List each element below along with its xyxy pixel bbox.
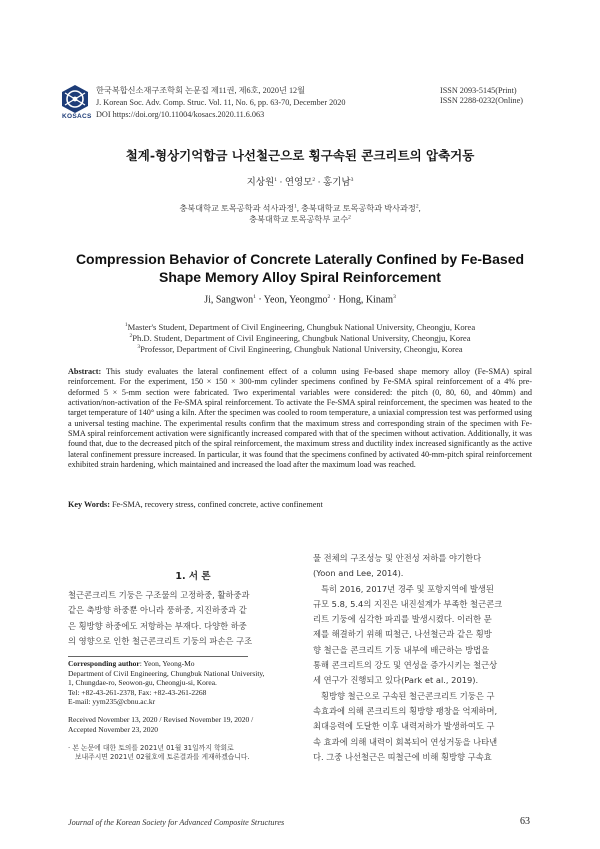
text-line: 세 연구가 진행되고 있다(Park et al., 2019). [313, 675, 479, 686]
english-authors [0, 294, 600, 305]
page-number: 63 [520, 816, 530, 827]
author-sup: 1 [253, 294, 256, 300]
footer-journal-name: Journal of the Korean Society for Advanced Composite Structures [68, 818, 285, 827]
korean-title: 철계-형상기억합금 나선철근으로 횡구속된 콘크리트의 압축거동 [125, 148, 475, 163]
abstract [68, 367, 532, 470]
author-sup: 2 [327, 294, 331, 300]
author-sup: 1 [274, 176, 277, 183]
english-title [0, 250, 600, 286]
text-line: 통해 콘크리트의 강도 및 연성을 증가시키는 철근상 [313, 660, 498, 671]
author-name: Ji, Sangwon [204, 294, 254, 306]
note-line: · 본 논문에 대한 토의를 2021년 01월 31일까지 학회로 [68, 744, 234, 752]
author-name: · Hong, Kinam [330, 294, 394, 306]
discussion-note [68, 744, 328, 762]
corresponding-author [68, 659, 328, 707]
text-line: 철근콘크리트 기둥은 구조물의 고정하중, 활하중과 [68, 590, 250, 600]
text-line: 속효과에 의해 콘크리트의 횡방향 팽창을 억제하며, [313, 705, 498, 716]
journal-citation: J. Korean Soc. Adv. Comp. Struc. Vol. 11, No. 6, pp. 63-70, December 2020 [96, 98, 346, 107]
affiliation-sup: 2 [415, 203, 419, 210]
received-dates [68, 715, 328, 734]
keywords-text: Fe-SMA, recovery stress, confined concrete, active confinement [111, 500, 323, 509]
journal-logo-icon [60, 84, 90, 114]
author-name: · 연영모 [276, 178, 313, 188]
affiliation-text: Professor, Department of Civil Engineering, Chungbuk National University, Cheongju, Korea [140, 343, 463, 354]
note-line: 보내주시면 2021년 02월호에 토론결과를 게재하겠습니다. [75, 753, 250, 761]
text-line: 같은 축방향 하중뿐 아니라 풍하중, 지진하중과 같 [68, 605, 247, 616]
korean-affiliation-line1 [0, 203, 600, 214]
issn-online: ISSN 2288-0232(Online) [440, 96, 524, 105]
affiliation-text: 충북대학교 토목공학부 교수 [249, 215, 349, 224]
logo-text: KOSACS [62, 113, 92, 120]
doi-link[interactable]: DOI https://doi.org/10.11004/kosacs.2020.11.6.063 [96, 110, 265, 119]
issn-print: ISSN 2093-5145(Print) [440, 86, 517, 95]
section-heading: 1. 서 론 [175, 571, 211, 582]
affiliation-text: , [418, 204, 421, 213]
intro-right-column [313, 551, 543, 765]
corresponding-email[interactable]: E-mail: yym235@cbnu.ac.kr [68, 697, 156, 706]
author-name: · 홍기남 [315, 178, 351, 188]
corresponding-line: 1, Chungdae-ro, Seowon-gu, Cheongju-si, Korea. [68, 678, 217, 687]
author-sup: 2 [312, 176, 316, 183]
korean-affiliation-line2 [0, 214, 600, 225]
affiliation-sup: 1 [124, 322, 128, 328]
text-line: 은 횡방향 하중에도 저항하는 부재다. 다양한 하중 [68, 620, 247, 631]
affiliation-text: 충북대학교 토목공학과 석사과정 [179, 204, 295, 213]
affiliation-text: Ph.D. Student, Department of Civil Engineering, Chungbuk National University, Cheongju, Korea [132, 332, 471, 343]
text-line: 향 철근을 콘크리트 기둥 내부에 배근하는 방법을 [313, 644, 490, 655]
text-line: 횡방향 철근으로 구속된 철근콘크리트 기둥은 구 [321, 690, 495, 701]
corresponding-line: Tel: +82-43-261-2378, Fax: +82-43-261-2268 [68, 687, 207, 697]
text-line: 제를 해결하기 위해 띠철근, 나선철근과 같은 횡방 [313, 629, 492, 640]
affiliation-sup: 3 [137, 344, 141, 350]
corresponding-label: Corresponding author [68, 659, 140, 668]
text-line: (Yoon and Lee, 2014). [313, 568, 404, 579]
text-line: 속 효과에 의해 내력이 회복되어 연성거동을 나타낸 [313, 736, 498, 747]
footnote-divider [68, 656, 248, 657]
text-line: 특히 2016, 2017년 경주 및 포항지역에 발생된 [321, 583, 494, 594]
affiliation-sup: 2 [129, 333, 133, 339]
korean-authors [0, 174, 600, 188]
affiliation-sup: 1 [294, 203, 297, 210]
text-line: 의 영향으로 인한 철근콘크리트 기둥의 파손은 구조 [68, 635, 253, 646]
text-line: 물 전체의 구조성능 및 안전성 저하를 야기한다 [313, 553, 482, 563]
text-line: 규모 5.8, 5.4의 지진은 내진설계가 부족한 철근콘크 [313, 598, 503, 609]
english-title-line2: Shape Memory Alloy Spiral Reinforcement [159, 269, 441, 285]
author-name: · Yeon, Yeongmo [255, 294, 328, 306]
text-line: 리트 기둥에 심각한 파괴를 발생시켰다. 이러한 문 [313, 614, 492, 625]
keywords [68, 500, 532, 510]
text-line: 최대응력에 도달한 이후 내력저하가 발생하여도 구 [313, 721, 495, 732]
abstract-label: Abstract: [68, 367, 102, 376]
affiliation-sup: 2 [348, 214, 351, 221]
english-title-line1: Compression Behavior of Concrete Laterally Confined by Fe-Based [75, 251, 525, 267]
english-affiliation-3 [0, 342, 600, 355]
keywords-label: Key Words: [68, 500, 110, 509]
text-line: 다. 그중 나선철근은 띠철근에 비해 횡방향 구속효 [313, 751, 492, 762]
affiliation-text: , 충북대학교 토목공학과 박사과정 [296, 204, 416, 213]
received-line: Received November 13, 2020 / Revised November 19, 2020 / [68, 715, 254, 724]
intro-left-column [68, 588, 318, 649]
author-sup: 3 [393, 294, 396, 300]
accepted-line: Accepted November 23, 2020 [68, 724, 158, 734]
author-sup: 3 [350, 176, 354, 183]
author-name: 지상원 [246, 178, 275, 188]
abstract-text: This study evaluates the lateral confinement effect of a column using Fe-based shape memory alloy (Fe-SMA) spiral reinforcement. For the experiment, 150 × 150 × 300-mm cylinder specimens confined by Fe-SMA spiral reinforcement of a 4% pre-deformed 5 × 5-mm section were fabricated. Two experimental variables were considered: the pitch (0, 80, 60, and 40mm) and activation/non-activation of the Fe-SMA spiral reinforcement. To activate the Fe-SMA spiral reinforcement, the specimen was heated to the target temperature of 140° using a kiln. After the specimen was cooled to room temperature, a uniaxial compression test was performed using a universal testing machine. The experimental results confirm that the maximum stress and corresponding strain of the specimen with Fe-SMA spiral reinforcement activation were significantly increased compared with that of the specimen without activation. Additionally, it was found that, due to the decreased pitch of the spiral reinforcement, the maximum stress and ductility index increased significantly as the active lateral confinement pressure increased. In particular, it was found that the specimens confined by activated 40-mm-pitch spiral reinforcement exhibited strain hardening, which maintained and increased the load after the maximum load was reached. [68, 367, 532, 470]
journal-name-korean: 한국복합신소재구조학회 논문집 제11권, 제6호, 2020년 12월 [96, 86, 306, 95]
corresponding-line: Department of Civil Engineering, Chungbuk National University, [68, 668, 265, 678]
affiliation-text: Master's Student, Department of Civil Engineering, Chungbuk National University, Cheongju, Korea [127, 321, 476, 332]
corresponding-name: : Yeon, Yeong-Mo [139, 659, 195, 668]
